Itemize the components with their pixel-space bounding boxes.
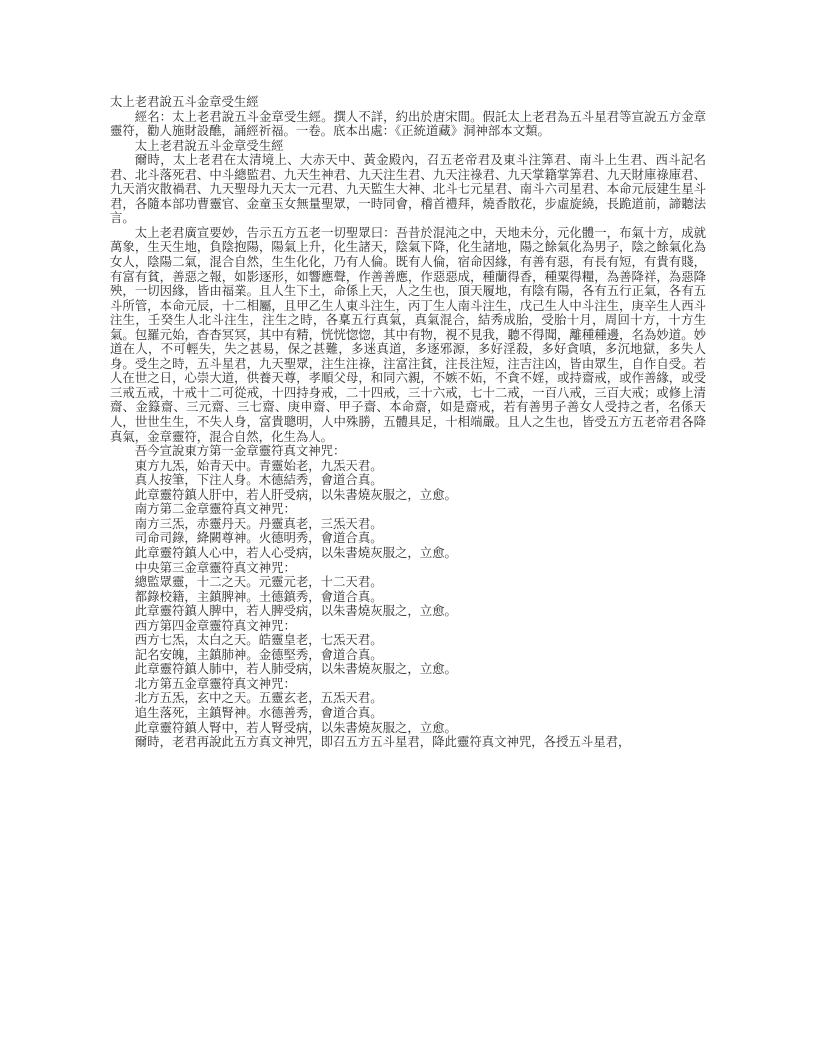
center-talisman-efficacy-line: 此章靈符鎮人脾中，若人脾受病，以朱書燒灰服之，立愈。 — [134, 603, 457, 619]
document-text-column — [110, 95, 706, 750]
center-talisman-intro: 中央第三金章靈符真文神咒： — [134, 559, 296, 575]
center-talisman-verse-line-2: 都錄校籍，主鎮脾神。土德鎮秀，會道合真。 — [134, 588, 383, 604]
north-talisman-intro: 北方第五金章靈符真文神咒： — [134, 675, 296, 691]
north-talisman-verse-line-2: 追生落死，主鎮腎神。水德善秀，會道合真。 — [134, 704, 383, 720]
west-talisman-verse-line-2: 記名安魄，主鎮肺神。金德堅秀，會道合真。 — [134, 646, 383, 662]
scripture-heading: 太上老君說五斗金章受生經 — [134, 137, 284, 153]
west-talisman-verse-line-1: 西方七炁，太白之天。皓靈皇老，七炁天君。 — [134, 632, 383, 648]
north-talisman-efficacy-line: 此章靈符鎮人腎中，若人腎受病，以朱書燒灰服之，立愈。 — [134, 719, 457, 735]
west-talisman-efficacy-line: 此章靈符鎮人肺中，若人肺受病，以朱書燒灰服之，立愈。 — [134, 661, 457, 677]
south-talisman-verse-line-2: 司命司錄，絳闕尊神。火德明秀，會道合真。 — [134, 530, 383, 546]
sermon-paragraph: 太上老君廣宣要妙，告示五方五老一切聖眾曰：吾昔於混沌之中，天地未分，元化體一，布氣十方，成就萬象，生天生地，負陰抱陽，陽氣上升，化生諸天，陰氣下降，化生諸地，陽之餘氣化為男子，陰之餘氣化為女人，陰陽二氣，混合自然，生生化化，乃有人倫。既有人倫，宿命因緣，有善有惡，有長有短，有貴有賤，有富有貧，善惡之報，如影逐形，如響應聲，作善善應，作惡惡成，種蘭得香，種粟得糧，為善降祥，為惡降殃，一切因緣，皆由福業。且人生下土，命係上天，人之生也，頂天履地，有陰有陽，各有五行正氣，各有五斗所管，本命元辰，十二相屬，且甲乙生人東斗注生，丙丁生人南斗注生，戊己生人中斗注生，庚辛生人西斗注生，壬癸生人北斗注生，注生之時，各稟五行真氣，真氣混合，結秀成胎，受胎十月，周回十方，十方生氣。包羅元始，杳杳冥冥，其中有精，恍恍惚惚，其中有物，視不見我，聽不得聞，離種種邊，名為妙道。妙道在人，不可輕失，失之甚易，保之甚難，多迷真道，多逐邪源，多好淫殺，多好貪嗔，多沉地獄，多失人身。受生之時，五斗星君，九天聖眾，注生注祿，注富注貧，注長注短，注吉注凶，皆由眾生，自作自受。若人在世之日，心崇大道，供養天尊，孝順父母，和同六親，不嫉不妬，不貪不婬，或持齋戒，或作善緣，或受三戒五戒，十戒十二可從戒，十四持身戒，二十四戒，三十六戒，七十二戒，一百八戒，三百大戒；或修上清齋、金籙齋、三元齋、三七齋、庚申齋、甲子齋、本命齋，如是齋戒，若有善男子善女人受持之者，名係天人，世世生生，不失人身，富貴聰明，人中殊勝，五體具足，十相端嚴。且人之生也，皆受五方五老帝君各降真氣，金章靈符，混合自然，化生為人。 — [110, 224, 706, 444]
west-talisman-intro: 西方第四金章靈符真文神咒： — [134, 617, 296, 633]
center-talisman-verse-line-1: 總監眾靈，十二之天。元靈元老，十二天君。 — [134, 574, 383, 590]
document-title: 太上老君說五斗金章受生經 — [110, 94, 259, 109]
closing-paragraph: 爾時，老君再說此五方真文神咒，即召五方五斗星君，降此靈符真文神咒，各授五斗星君， — [134, 734, 631, 750]
assembly-paragraph: 爾時，太上老君在太清境上、大赤天中、黃金殿內，召五老帝君及東斗注筭君、南斗上生君、西斗記名君、北斗落死君、中斗總監君、九天生神君、九天注生君、九天注祿君、九天掌籍掌筭君、九天財庫祿庫君、九天消灾散禍君、九天聖母九天太一元君、九天監生大神、北斗七元星君、南斗六司星君、本命元辰建生星斗君，各隨本部功曹靈官、金童玉女無量聖眾，一時同會，稽首禮拜，燒香散花，步虛旋繞，長跪道前，諦聽法言。 — [110, 152, 706, 226]
south-talisman-efficacy-line: 此章靈符鎮人心中，若人心受病，以朱書燒灰服之，立愈。 — [134, 544, 457, 560]
north-talisman-verse-line-1: 北方五炁，玄中之天。五靈玄老，五炁天君。 — [134, 690, 383, 706]
east-talisman-efficacy-line: 此章靈符鎮人肝中，若人肝受病，以朱書燒灰服之，立愈。 — [134, 486, 457, 502]
east-talisman-intro: 吾今宣說東方第一金章靈符真文神咒： — [134, 443, 346, 459]
south-talisman-intro: 南方第二金章靈符真文神咒： — [134, 501, 296, 517]
bibliographic-note-paragraph: 經名：太上老君說五斗金章受生經。撰人不詳，約出於唐宋間。假託太上老君為五斗星君等宣說五方金章靈符，勸人施財設醮，誦經祈福。一卷。底本出處：《正統道藏》洞神部本文類。 — [110, 108, 706, 139]
east-talisman-verse-line-1: 東方九炁，始青天中。青靈始老，九炁天君。 — [134, 457, 383, 473]
east-talisman-verse-line-2: 真人按筆，下注人身。木德結秀，會道合真。 — [134, 472, 383, 488]
south-talisman-verse-line-1: 南方三炁，赤靈丹天。丹靈真老，三炁天君。 — [134, 515, 383, 531]
